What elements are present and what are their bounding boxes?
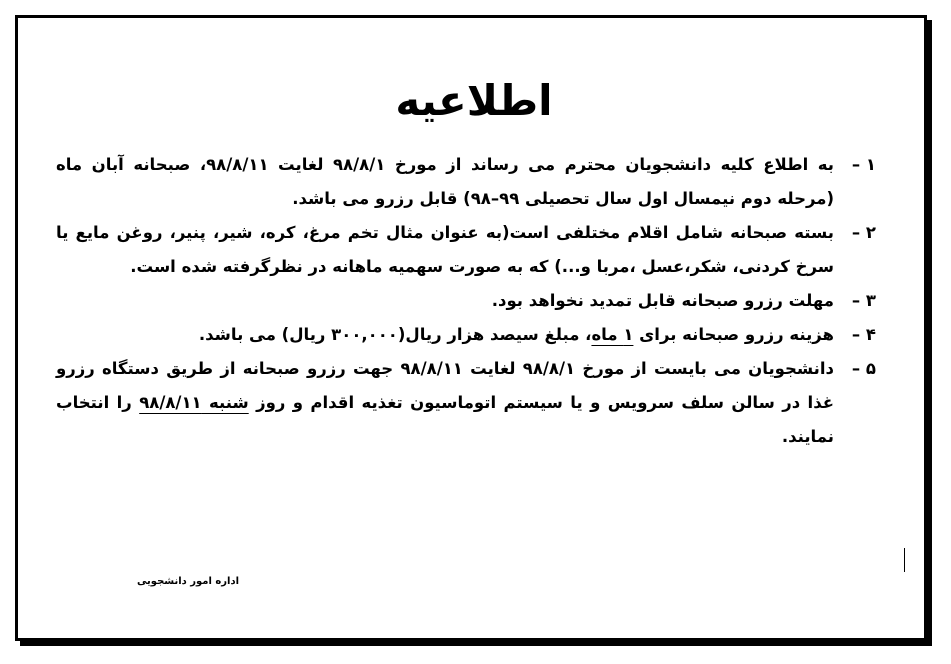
notice-items: [56, 148, 876, 454]
text-cursor: [904, 548, 905, 572]
item-text-before: هزینه رزرو صبحانه برای: [633, 325, 834, 344]
notice-item-2: [56, 216, 876, 284]
item-text-after: را انتخاب نمایند.: [56, 393, 834, 446]
item-text: مهلت رزرو صبحانه قابل تمدید نخواهد بود.: [491, 291, 834, 310]
item-number: ۲ –: [851, 223, 876, 242]
notice-item-1: [56, 148, 876, 216]
item-text: بسته صبحانه شامل اقلام مختلفی است(به عنوان مثال تخم مرغ، کره، شیر، پنیر، روغن مایع یا سرخ کردنی، شکر،عسل ،مربا و...) که به صورت سهمیه ماهانه در نظرگرفته شده است.: [56, 223, 834, 276]
notice-frame: [15, 15, 927, 641]
item-number: ۵ –: [851, 359, 876, 378]
item-number: ۳ –: [851, 291, 876, 310]
notice-item-4: [56, 318, 876, 352]
item-number: ۴ –: [851, 325, 876, 344]
notice-item-5: [56, 352, 876, 454]
signature: اداره امور دانشجویی: [136, 576, 240, 587]
item-number: ۱ –: [851, 155, 876, 174]
item-text-after: ، مبلغ سیصد هزار ریال(۳۰۰,۰۰۰ ریال) می باشد.: [198, 325, 592, 344]
item-text: به اطلاع کلیه دانشجویان محترم می رساند از مورخ ۹۸/۸/۱ لغایت ۹۸/۸/۱۱، صبحانه آبان ماه (مرحله دوم نیمسال اول سال تحصیلی ۹۹–۹۸) قابل رزرو می باشد.: [56, 155, 834, 208]
item-text-underlined: شنبه ۹۸/۸/۱۱: [139, 393, 249, 412]
item-text-before: دانشجویان می بایست از مورخ ۹۸/۸/۱ لغایت ۹۸/۸/۱۱ جهت رزرو صبحانه از طریق دستگاه رزرو غذا در سالن سلف سرویس و یا سیستم اتوماسیون تغذیه اقدام و روز: [56, 359, 835, 412]
item-text-underlined: ۱ ماه: [591, 325, 634, 344]
notice-item-3: [56, 284, 876, 318]
notice-title: اطلاعیه: [395, 76, 553, 125]
